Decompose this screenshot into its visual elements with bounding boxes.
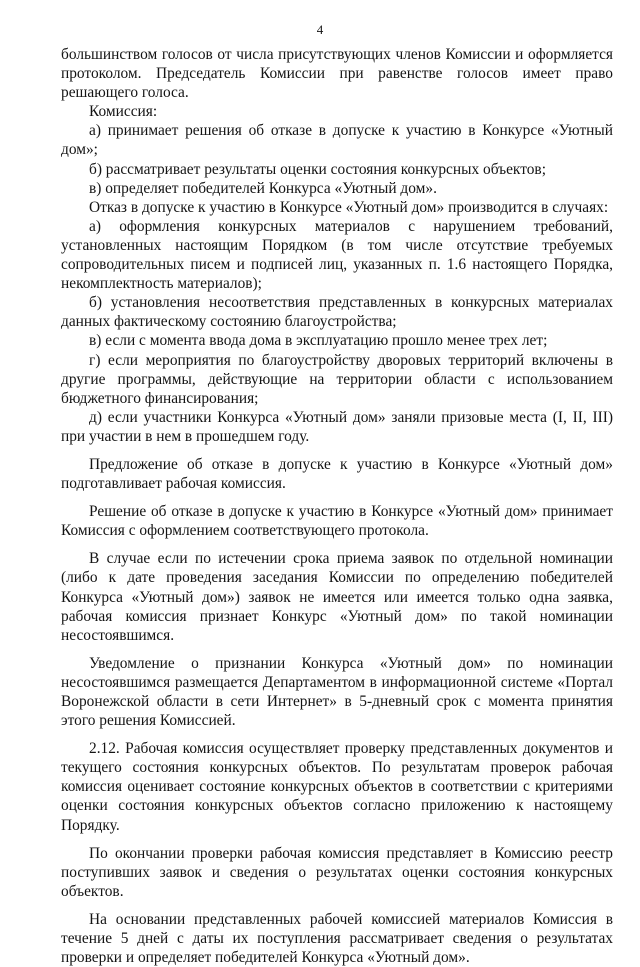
paragraph-p3: а) принимает решения об отказе в допуске к участию в Конкурсе «Уютный дом»; xyxy=(61,122,613,159)
page-number: 4 xyxy=(316,22,324,37)
paragraph-p16: 2.12. Рабочая комиссия осуществляет проверку представленных документов и текущего состояния конкурсных объектов. По результатам проверок рабочая комиссия оценивает состояние конкурсных объектов в соответствии с критериями оценки состояния конкурсных объектов согласно приложению к настоящему Порядку. xyxy=(61,740,613,834)
paragraph-p8: б) установления несоответствия представленных в конкурсных материалах данных фактическому состоянию благоустройства; xyxy=(61,294,613,331)
paragraph-p5: в) определяет победителей Конкурса «Уютный дом». xyxy=(89,179,437,197)
paragraph-p6: Отказ в допуске к участию в Конкурсе «Уютный дом» производится в случаях: xyxy=(89,198,609,216)
paragraph-p1: большинством голосов от числа присутствующих членов Комиссии и оформляется протоколом. Председатель Комиссии при равенстве голосов имеет право решающего голоса. xyxy=(61,46,613,102)
paragraph-p7: а) оформления конкурсных материалов с нарушением требований, установленных настоящим Порядком (в том числе отсутствие требуемых сопроводительных писем и подписей лиц, указанных п. 1.6 настоящего Порядка, некомплектность материалов); xyxy=(61,217,613,293)
paragraph-p10: г) если мероприятия по благоустройству дворовых территорий включены в другие программы, действующие на территории области с использованием бюджетного финансирования; xyxy=(61,351,613,407)
paragraph-p12: Предложение об отказе в допуске к участию в Конкурсе «Уютный дом» подготавливает рабочая комиссия. xyxy=(61,455,613,493)
paragraph-p11: д) если участники Конкурса «Уютный дом» заняли призовые места (I, II, III) при участии в нем в прошедшем году. xyxy=(61,408,613,445)
paragraph-p2: Комиссия: xyxy=(89,103,158,121)
paragraph-p18: На основании представленных рабочей комиссией материалов Комиссия в течение 5 дней с даты их поступления рассматривает сведения о результатах проверки и определяет победителей Конкурса «Уютный дом». xyxy=(61,910,613,967)
paragraph-p4: б) рассматривает результаты оценки состояния конкурсных объектов; xyxy=(89,160,546,178)
paragraph-p9: в) если с момента ввода дома в эксплуатацию прошло менее трех лет; xyxy=(89,332,548,350)
paragraph-p17: По окончании проверки рабочая комиссия представляет в Комиссию реестр поступивших заявок и сведения о результатах оценки состояния конкурсных объектов. xyxy=(61,844,613,900)
paragraph-p13: Решение об отказе в допуске к участию в Конкурсе «Уютный дом» принимает Комиссия с оформлением соответствующего протокола. xyxy=(61,503,613,540)
document-body xyxy=(61,45,613,967)
paragraph-p14: В случае если по истечении срока приема заявок по отдельной номинации (либо к дате проведения заседания Комиссии по определению победителей Конкурса «Уютный дом») заявок не имеется или имеется только одна заявка, рабочая комиссия признает Конкурс «Уютный дом» по такой номинации несостоявшимся. xyxy=(61,550,613,644)
paragraph-p15: Уведомление о признании Конкурса «Уютный дом» по номинации несостоявшимся размещается Департаментом в информационной системе «Портал Воронежской области в сети Интернет» в 5-дневный срок с момента принятия этого решения Комиссией. xyxy=(61,654,613,730)
